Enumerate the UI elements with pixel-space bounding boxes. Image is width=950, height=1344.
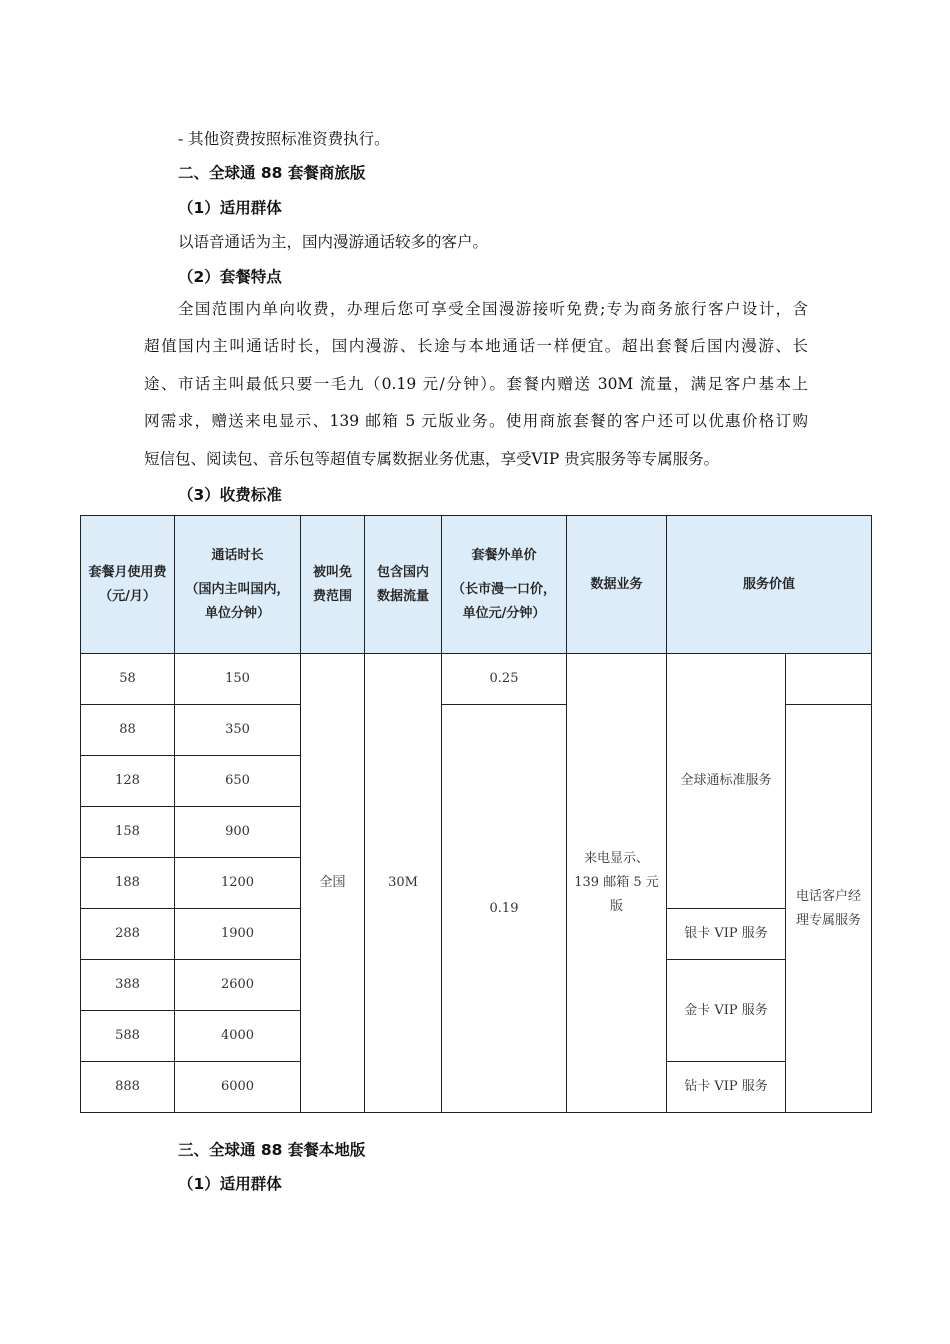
header-service-value: 服务价值 <box>667 516 872 654</box>
minutes-cell: 1200 <box>175 858 301 909</box>
service-silver-cell: 银卡 VIP 服务 <box>667 909 786 960</box>
header-called-free: 被叫免费范围 <box>301 516 365 654</box>
price-cell-others: 0.19 <box>442 705 567 1113</box>
minutes-cell: 150 <box>175 654 301 705</box>
features-line-1: 全国范围内单向收费，办理后您可享受全国漫游接听免费;专为商务旅行客户设计，含 <box>178 300 808 318</box>
data-services-cell: 来电显示、139 邮箱 5 元版 <box>567 654 667 1113</box>
section-3-target-heading: （1）适用群体 <box>178 1175 282 1193</box>
header-monthly-fee: 套餐月使用费（元/月） <box>81 516 175 654</box>
service-diamond-cell: 钻卡 VIP 服务 <box>667 1062 786 1113</box>
minutes-cell: 2600 <box>175 960 301 1011</box>
section-2-fee-heading: （3）收费标准 <box>178 486 282 504</box>
header-call-minutes <box>175 516 301 654</box>
features-line-2: 超值国内主叫通话时长，国内漫游、长途与本地通话一样便宜。超出套餐后国内漫游、长 <box>144 337 808 356</box>
minutes-cell: 350 <box>175 705 301 756</box>
fee-cell: 288 <box>81 909 175 960</box>
header-overage-price-label: 套餐外单价 <box>471 547 537 563</box>
fee-cell: 588 <box>81 1011 175 1062</box>
minutes-cell: 6000 <box>175 1062 301 1113</box>
service-manager-cell: 电话客户经理专属服务 <box>786 705 872 1113</box>
minutes-cell: 1900 <box>175 909 301 960</box>
table-row <box>81 654 872 705</box>
service-empty-cell <box>786 654 872 705</box>
section-3-heading: 三、全球通 88 套餐本地版 <box>178 1141 366 1159</box>
header-call-minutes-note: （国内主叫国内，单位分钟） <box>185 581 290 621</box>
features-line-5: 短信包、阅读包、音乐包等超值专属数据业务优惠，享受VIP 贵宾服务等专属服务。 <box>144 449 720 468</box>
fee-cell: 158 <box>81 807 175 858</box>
fee-cell: 188 <box>81 858 175 909</box>
service-standard-cell: 全球通标准服务 <box>667 654 786 909</box>
features-line-3: 途、市话主叫最低只要一毛九（0.19 元/分钟）。套餐内赠送 30M 流量，满足客户基本上 <box>144 374 808 393</box>
fee-cell: 58 <box>81 654 175 705</box>
header-data-services: 数据业务 <box>567 516 667 654</box>
features-line-4: 网需求，赠送来电显示、139 邮箱 5 元版业务。使用商旅套餐的客户还可以优惠价格订购 <box>144 412 808 431</box>
section-2-features-heading: （2）套餐特点 <box>178 268 282 286</box>
standard-fee-note: - 其他资费按照标准资费执行。 <box>178 130 390 148</box>
features-paragraph <box>144 291 808 478</box>
price-cell-58: 0.25 <box>442 654 567 705</box>
minutes-cell: 900 <box>175 807 301 858</box>
fee-cell: 888 <box>81 1062 175 1113</box>
header-overage-price-note: （长市漫一口价，单位元/分钟） <box>451 581 556 621</box>
section-2-heading: 二、全球通 88 套餐商旅版 <box>178 164 366 182</box>
fee-table <box>80 515 872 1113</box>
header-call-minutes-label: 通话时长 <box>211 547 264 563</box>
fee-cell: 128 <box>81 756 175 807</box>
service-gold-cell: 金卡 VIP 服务 <box>667 960 786 1062</box>
fee-cell: 88 <box>81 705 175 756</box>
called-free-cell: 全国 <box>301 654 365 1113</box>
minutes-cell: 650 <box>175 756 301 807</box>
header-overage-price <box>442 516 567 654</box>
section-2-target-text: 以语音通话为主，国内漫游通话较多的客户。 <box>178 233 489 251</box>
fee-cell: 388 <box>81 960 175 1011</box>
data-flow-cell: 30M <box>365 654 442 1113</box>
minutes-cell: 4000 <box>175 1011 301 1062</box>
header-domestic-data: 包含国内数据流量 <box>365 516 442 654</box>
section-2-target-heading: （1）适用群体 <box>178 199 282 217</box>
table-header-row <box>81 516 872 654</box>
